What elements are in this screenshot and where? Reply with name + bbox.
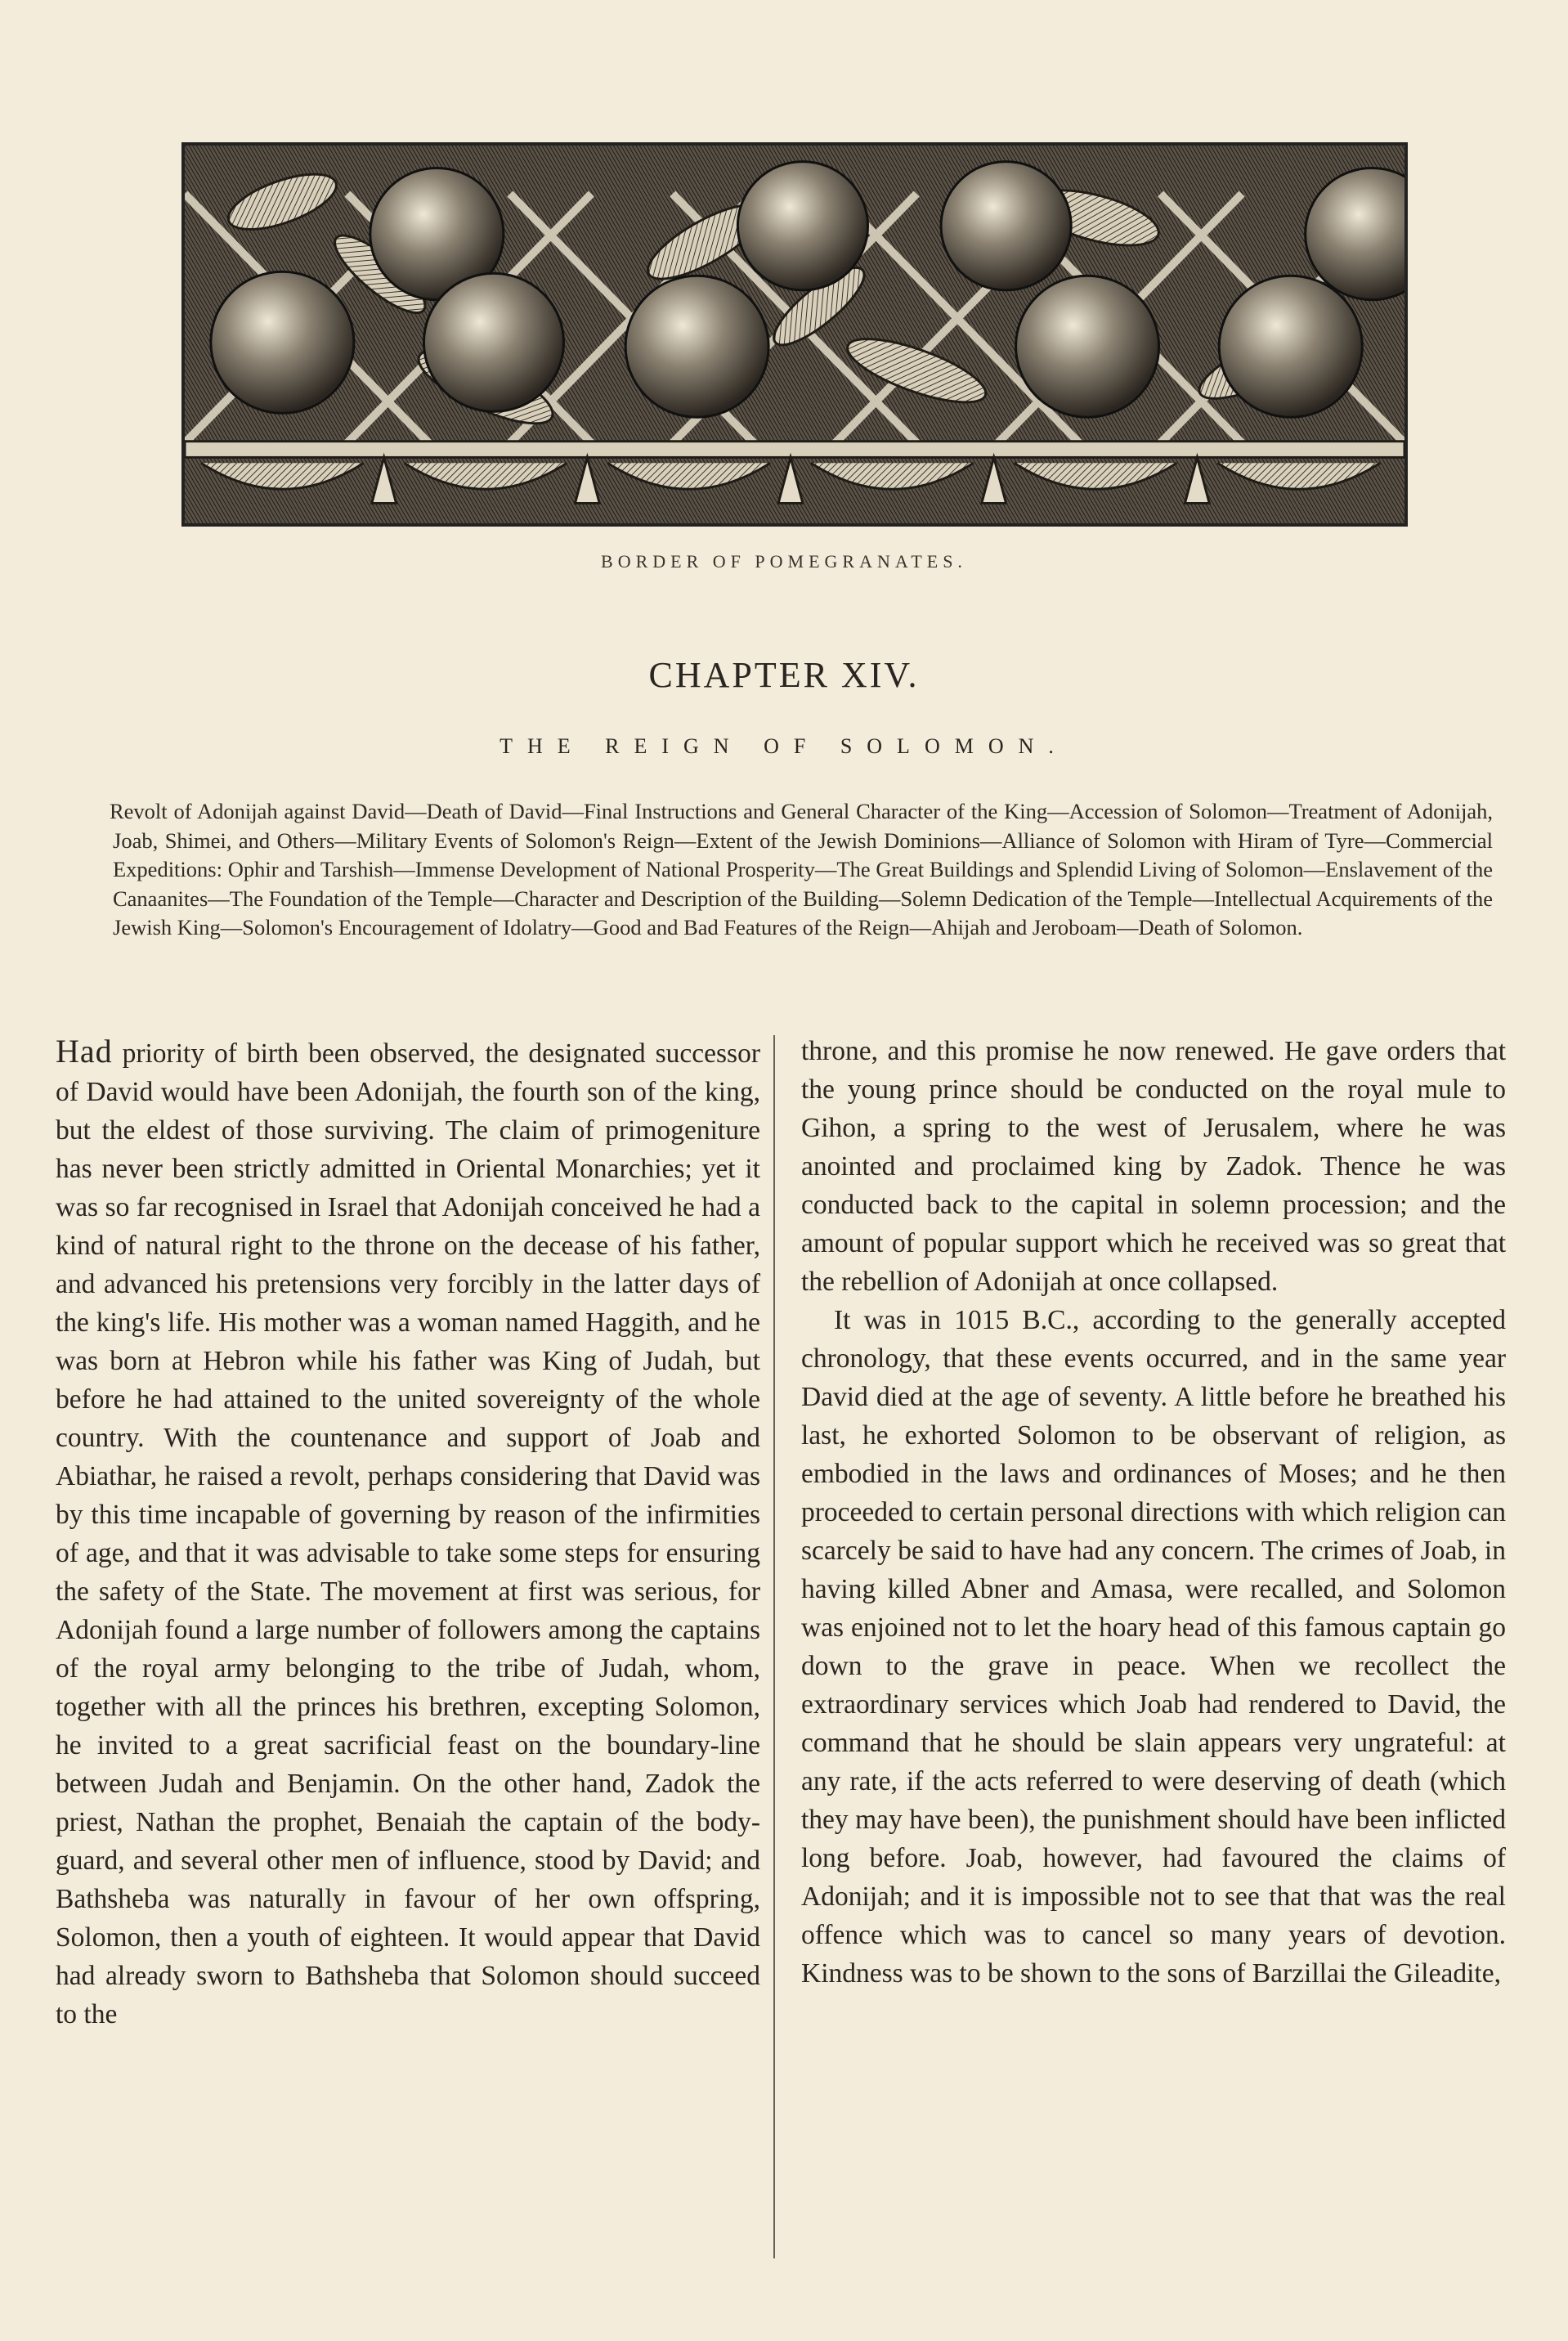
pomegranate-border-engraving — [181, 142, 1408, 527]
right-column — [801, 1032, 1506, 1993]
paragraph — [56, 1032, 760, 2034]
chapter-title: THE REIGN OF SOLOMON. — [500, 734, 1068, 758]
dropcap: Had — [56, 1033, 113, 1070]
chapter-summary: Revolt of Adonijah against David—Death of David—Final Instructions and General Character of the King—Accession of Solomon—Treatment of Adonijah, Joab, Shimei, and Others—Military Events of Solomon's Reign—Extent of the Jewish Dominions—Alliance of Solomon with Hiram of Tyre—Commercial Expeditions: Ophir and Tarshish—Immense Development of National Prosperity—The Great Buildings and Splendid Living of Solomon—Enslavement of the Canaanites—The Foundation of the Temple—Character and Description of the Building—Solemn Dedication of the Temple—Intellectual Acquirements of the Jewish King—Solomon's Encouragement of Idolatry—Good and Bad Features of the Reign—Ahijah and Jeroboam—Death of Solomon. — [110, 799, 1493, 940]
pomegranate-border-image — [185, 146, 1404, 523]
paragraph: throne, and this promise he now renewed. He gave orders that the young prince should be conducted on the royal mule to Gihon, a spring to the west of Jerusalem, where he was anointed and proclaimed king by Zadok. Thence he was conducted back to the capital in solemn procession; and the amount of popular support which he received was so great that the rebellion of Adonijah at once collapsed. — [801, 1036, 1506, 1297]
paragraph: It was in 1015 B.C., according to the generally accepted chronology, that these events occurred, and in the same year David died at the age of seventy. A little before he breathed his last, he exhorted Solomon to be observant of religion, as embodied in the laws and ordinances of Moses; and he then proceeded to certain personal directions with which religion can scarcely be said to have had any concern. The crimes of Joab, in having killed Abner and Amasa, were recalled, and Solomon was enjoined not to let the hoary head of this famous captain go down to the grave in peace. When we recollect the extraordinary services which Joab had rendered to David, the command that he should be slain appears very ungrateful: at any rate, if the acts referred to were deserving of death (which they may have been), the punishment should have been inflicted long before. Joab, however, had favoured the claims of Adonijah; and it is impossible not to see that that was the real offence which was to cancel so many years of devotion. Kindness was to be shown to the sons of Barzillai the Gileadite, — [801, 1305, 1506, 1989]
paragraph-text: priority of birth been observed, the designated successor of David would have been Adonijah, the fourth son of the king, but the eldest of those surviving. The claim of primogeniture has never been strictly admitted in Oriental Monarchies; yet it was so far recognised in Israel that Adonijah conceived he had a kind of natural right to the throne on the decease of his father, and advanced his pretensions very forcibly in the latter days of the king's life. His mother was a woman named Haggith, and he was born at Hebron while his father was King of Judah, but before he had attained to the united sovereignty of the whole country. With the countenance and support of Joab and Abiathar, he raised a revolt, perhaps considering that David was by this time incapable of governing by reason of the infirmities of age, and that it was advisable to take some steps for ensuring the safety of the State. The movement at first was serious, for Adonijah found a large number of followers among the captains of the royal army belonging to the tribe of Judah, whom, together with all the princes his brethren, excepting Solomon, he invited to a great sacrificial feast on the boundary-line between Judah and Benjamin. On the other hand, Zadok the priest, Nathan the prophet, Benaiah the captain of the body-guard, and several other men of influence, stood by David; and Bathsheba was naturally in favour of her own offspring, Solomon, then a youth of eighteen. It would appear that David had already sworn to Bathsheba that Solomon should succeed to the — [56, 1038, 760, 2029]
left-column — [56, 1032, 760, 2034]
chapter-number: CHAPTER XIV. — [648, 655, 920, 695]
column-divider — [773, 1035, 775, 2258]
illustration-caption: BORDER OF POMEGRANATES. — [601, 551, 967, 572]
